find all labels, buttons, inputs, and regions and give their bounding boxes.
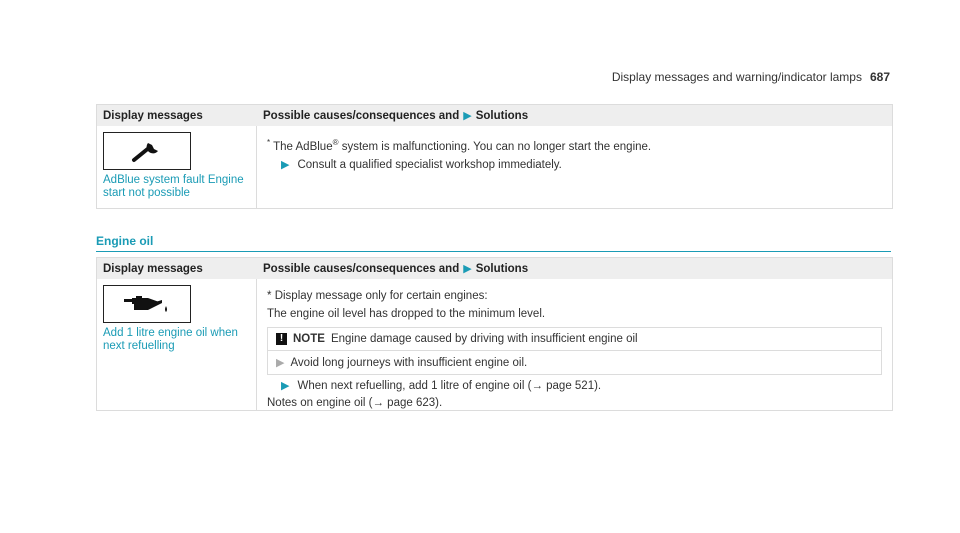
cause-text-b: system is malfunctioning. You can no longer start the engine. <box>338 140 652 153</box>
col-header-causes-label: Possible causes/consequences and <box>263 109 460 122</box>
solution-text: Consult a qualified specialist workshop immediately. <box>297 158 562 171</box>
causes-cell <box>257 279 892 410</box>
play-arrow-icon: ▶ <box>276 357 285 369</box>
note-step <box>268 350 881 374</box>
warning-icon: ! <box>276 333 287 345</box>
display-message-text: AdBlue system fault Engine start not possible <box>103 174 244 199</box>
engine-oil-table <box>96 257 893 411</box>
col-header-display-messages: Display messages <box>103 262 203 275</box>
play-arrow-icon: ▶ <box>281 380 290 392</box>
cause-line <box>267 136 882 154</box>
play-arrow-icon: ▶ <box>281 158 290 171</box>
table-header <box>97 105 892 126</box>
cause-line-1 <box>267 289 882 303</box>
cause-text-a: The AdBlue <box>273 140 333 153</box>
page-header <box>612 70 890 84</box>
note-box <box>267 327 882 375</box>
col-header-solutions-label: Solutions <box>475 262 529 275</box>
wrench-icon <box>103 132 191 170</box>
note-text: Engine damage caused by driving with insufficient engine oil <box>330 333 638 345</box>
table-row <box>97 126 892 208</box>
col-header-causes <box>257 109 892 122</box>
display-message-text: Add 1 litre engine oil when next refuelling <box>103 327 238 352</box>
cause-line-2: The engine oil level has dropped to the minimum level. <box>267 308 546 320</box>
page-number: 687 <box>869 70 890 84</box>
footnote-star: * <box>267 138 271 147</box>
solution-step <box>281 158 882 171</box>
solution-step <box>281 379 882 392</box>
adblue-table <box>96 104 893 209</box>
display-message-cell <box>97 126 257 208</box>
causes-cell <box>257 126 892 208</box>
footnote-star: * <box>267 290 272 302</box>
display-message-cell <box>97 279 257 410</box>
cause-text-1: Display message only for certain engines: <box>274 290 488 302</box>
play-arrow-icon: ▶ <box>463 263 472 275</box>
notes-reference: Notes on engine oil (→ page 623). <box>267 397 443 409</box>
table-header <box>97 258 892 279</box>
table-row <box>97 279 892 410</box>
solution-text: When next refuelling, add 1 litre of engine oil (→ page 521). <box>297 380 602 392</box>
note-header <box>268 328 881 350</box>
col-header-solutions-label: Solutions <box>475 109 529 122</box>
col-header-causes <box>257 262 892 275</box>
note-step-text: Avoid long journeys with insufficient engine oil. <box>290 356 528 369</box>
registered-mark: ® <box>332 138 339 147</box>
section-title-engine-oil: Engine oil <box>96 234 891 252</box>
col-header-display-messages: Display messages <box>103 109 203 122</box>
oil-can-icon <box>103 285 191 323</box>
col-header-causes-label: Possible causes/consequences and <box>263 262 460 275</box>
page-header-title: Display messages and warning/indicator lamps <box>611 70 862 84</box>
play-arrow-icon: ▶ <box>463 110 472 122</box>
note-label: NOTE <box>293 333 325 345</box>
